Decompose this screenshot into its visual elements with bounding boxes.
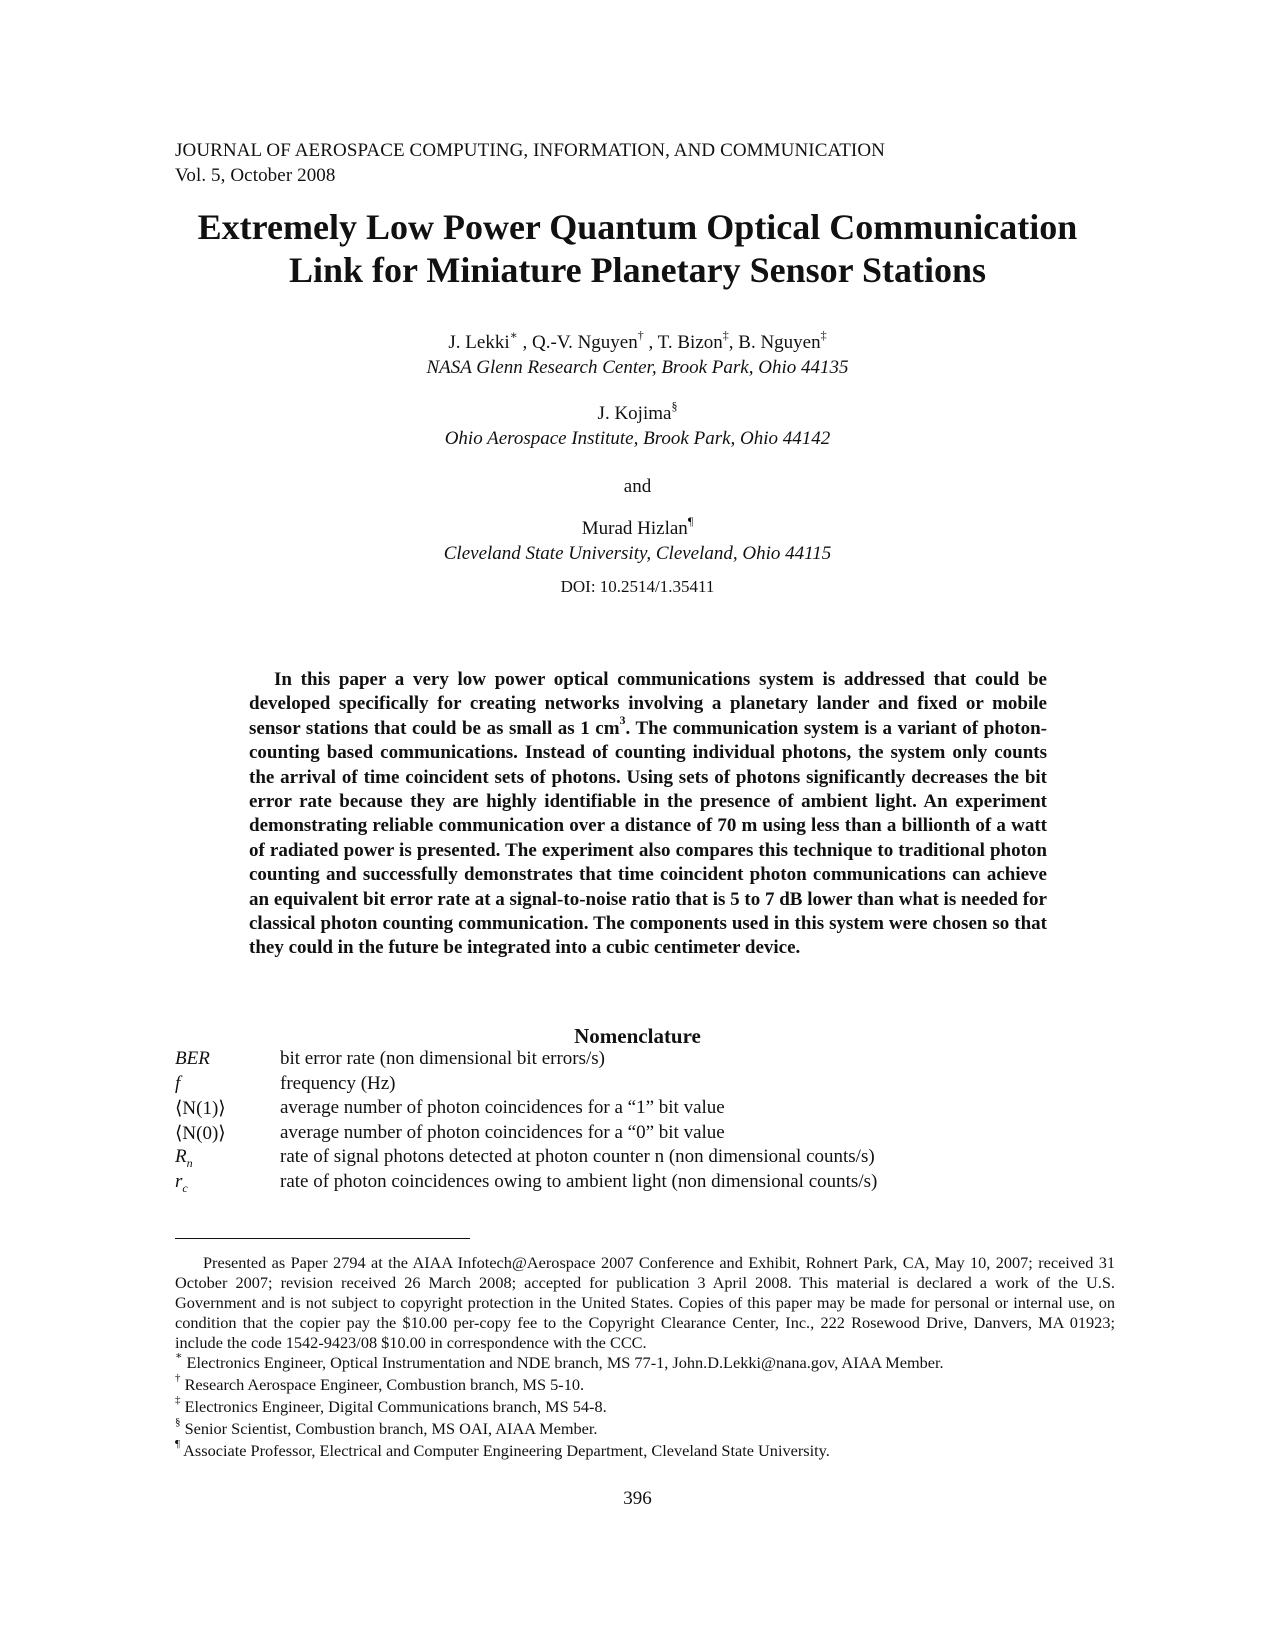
- author-list-2: [0, 398, 1275, 426]
- affiliation-2: Ohio Aerospace Institute, Brook Park, Ohio 44142: [444, 428, 831, 449]
- doi: DOI: 10.2514/1.35411: [560, 577, 715, 596]
- footnote-presented: Presented as Paper 2794 at the AIAA Infotech@Aerospace 2007 Conference and Exhibit, Rohnert Park, CA, May 10, 2007; received 31 October 2007; revision received 26 March 2008; accepted for publication 3 April 2008. This material is declared a work of the U.S. Government and is not subject to copyright protection in the United States. Copies of this paper may be made for personal or internal use, on condition that the copier pay the $10.00 per-copy fee to the Copyright Clearance Center, Inc., 222 Rosewood Drive, Danvers, MA 01923; include the code 1542-9423/08 $10.00 in correspondence with the CCC.: [175, 1253, 1115, 1352]
- footnote-mark: ¶: [175, 1437, 180, 1450]
- nomenclature-symbol: ⟨N(1)⟩: [175, 1098, 226, 1119]
- paper-title: [140, 206, 1135, 292]
- footnote-item: [175, 1393, 607, 1417]
- footnote-item: [175, 1371, 585, 1395]
- author-name: J. Lekki: [448, 332, 510, 353]
- symbol-base: R: [175, 1146, 187, 1167]
- author-mark: ¶: [687, 513, 694, 528]
- symbol-subscript: c: [182, 1180, 188, 1195]
- nomenclature-definition: bit error rate (non dimensional bit errors/s): [280, 1048, 606, 1069]
- nomenclature-symbol: BER: [175, 1048, 210, 1069]
- author-conjunction: and: [623, 476, 652, 497]
- nomenclature-definition: rate of photon coincidences owing to ambient light (non dimensional counts/s): [280, 1170, 878, 1192]
- abstract-text: In this paper a very low power optical communications system is addressed that could be developed specifically for creating networks involving a planetary lander and fixed or mobile sensor stations that could be as small as 1 cm: [249, 669, 1047, 739]
- abstract: [249, 668, 1047, 961]
- footnote-mark: §: [175, 1415, 181, 1428]
- footnote-text: Electronics Engineer, Optical Instrumentation and NDE branch, MS 77-1, John.D.Lekki@nana.gov, AIAA Member.: [182, 1353, 944, 1372]
- footnote-item: [175, 1415, 598, 1439]
- footnote-item: [175, 1437, 830, 1461]
- author-name: B. Nguyen: [738, 332, 821, 353]
- nomenclature-symbol: [175, 1146, 193, 1168]
- title-line-2: Link for Miniature Planetary Sensor Stations: [288, 250, 987, 290]
- journal-header: [175, 138, 885, 188]
- author-separator: ,: [728, 332, 739, 353]
- symbol-subscript: n: [186, 1155, 193, 1170]
- footnote-mark: ‡: [175, 1393, 181, 1406]
- author-separator: ,: [643, 332, 658, 353]
- author-name: T. Bizon: [657, 332, 723, 353]
- abstract-superscript: 3: [619, 713, 626, 728]
- nomenclature-symbol: ⟨N(0)⟩: [175, 1122, 226, 1144]
- author-mark: §: [671, 398, 678, 413]
- footnote-text: Senior Scientist, Combustion branch, MS OAI, AIAA Member.: [180, 1419, 598, 1438]
- nomenclature-heading: Nomenclature: [574, 1024, 701, 1048]
- journal-volume-date: Vol. 5, October 2008: [175, 165, 336, 186]
- author-mark: ∗: [509, 327, 518, 342]
- author-mark: ‡: [820, 327, 827, 342]
- nomenclature-definition: rate of signal photons detected at photon counter n (non dimensional counts/s): [280, 1146, 875, 1167]
- footnote-mark: ∗: [175, 1349, 183, 1362]
- affiliation-1: NASA Glenn Research Center, Brook Park, Ohio 44135: [426, 357, 849, 378]
- nomenclature-definition: average number of photon coincidences for a “1” bit value: [280, 1097, 725, 1118]
- affiliation-3: Cleveland State University, Cleveland, Ohio 44115: [443, 543, 832, 564]
- nomenclature-definition: frequency (Hz): [280, 1072, 396, 1094]
- nomenclature-symbol: f: [175, 1072, 181, 1094]
- footnote-item: [175, 1349, 944, 1373]
- title-line-1: Extremely Low Power Quantum Optical Communication: [197, 207, 1078, 247]
- footnote-divider: [175, 1238, 470, 1239]
- nomenclature-symbol: [175, 1171, 188, 1193]
- author-name: Murad Hizlan: [581, 518, 688, 539]
- author-name: Q.-V. Nguyen: [532, 332, 638, 353]
- journal-name: JOURNAL OF AEROSPACE COMPUTING, INFORMATION, AND COMMUNICATION: [175, 140, 885, 161]
- author-mark: ‡: [722, 327, 729, 342]
- abstract-text: . The communication system is a variant of photon-counting based communications. Instead of counting individual photons, the system only counts the arrival of time coincident sets of photons. Using sets of photons significantly decreases the bit error rate because they are highly identifiable in the presence of ambient light. An experiment demonstrating reliable communication over a distance of 70 m using less than a billionth of a watt of radiated power is presented. The experiment also compares this technique to traditional photon counting and successfully demonstrates that time coincident photon communications can achieve an equivalent bit error rate at a signal-to-noise ratio that is 5 to 7 dB lower than what is needed for classical photon counting communication. The components used in this system were chosen so that they could in the future be integrated into a cubic centimeter device.: [249, 717, 1047, 959]
- author-mark: †: [637, 327, 644, 342]
- author-list-3: [0, 513, 1275, 541]
- author-name: J. Kojima: [597, 403, 672, 424]
- page-number: 396: [623, 1488, 652, 1509]
- nomenclature-definition: average number of photon coincidences for a “0” bit value: [280, 1121, 725, 1143]
- symbol-base: r: [175, 1170, 183, 1192]
- author-list-1: [0, 327, 1275, 355]
- footnote-text: Research Aerospace Engineer, Combustion branch, MS 5-10.: [180, 1375, 585, 1394]
- footnote-mark: †: [175, 1371, 181, 1384]
- author-separator: ,: [517, 332, 533, 353]
- footnote-text: Electronics Engineer, Digital Communications branch, MS 54-8.: [180, 1397, 607, 1416]
- footnote-text: Associate Professor, Electrical and Computer Engineering Department, Cleveland State University.: [179, 1441, 830, 1460]
